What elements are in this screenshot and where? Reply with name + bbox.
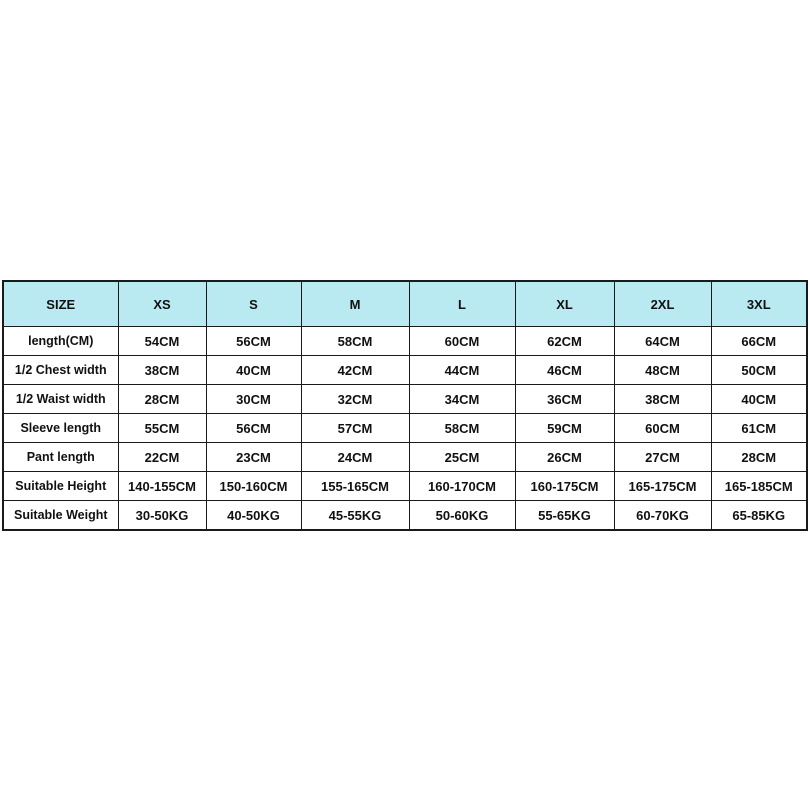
row-label: 1/2 Chest width bbox=[3, 356, 118, 385]
table-cell: 26CM bbox=[515, 443, 614, 472]
table-cell: 165-175CM bbox=[614, 472, 711, 501]
row-label: Suitable Weight bbox=[3, 501, 118, 531]
table-cell: 60CM bbox=[409, 327, 515, 356]
size-chart-header bbox=[3, 281, 807, 327]
table-row-sleeve-length bbox=[3, 414, 807, 443]
table-row-chest-width bbox=[3, 356, 807, 385]
header-size-label: SIZE bbox=[3, 281, 118, 327]
row-label: Suitable Height bbox=[3, 472, 118, 501]
table-cell: 27CM bbox=[614, 443, 711, 472]
table-cell: 140-155CM bbox=[118, 472, 206, 501]
table-cell: 60-70KG bbox=[614, 501, 711, 531]
row-label: length(CM) bbox=[3, 327, 118, 356]
row-label: Sleeve length bbox=[3, 414, 118, 443]
table-cell: 38CM bbox=[614, 385, 711, 414]
table-row-waist-width bbox=[3, 385, 807, 414]
table-cell: 30CM bbox=[206, 385, 301, 414]
table-cell: 62CM bbox=[515, 327, 614, 356]
table-cell: 38CM bbox=[118, 356, 206, 385]
table-cell: 57CM bbox=[301, 414, 409, 443]
table-cell: 58CM bbox=[409, 414, 515, 443]
row-label: Pant length bbox=[3, 443, 118, 472]
header-size-2xl: 2XL bbox=[614, 281, 711, 327]
table-cell: 40-50KG bbox=[206, 501, 301, 531]
table-cell: 65-85KG bbox=[711, 501, 807, 531]
table-cell: 40CM bbox=[206, 356, 301, 385]
table-cell: 50CM bbox=[711, 356, 807, 385]
table-row-pant-length bbox=[3, 443, 807, 472]
table-cell: 46CM bbox=[515, 356, 614, 385]
table-cell: 28CM bbox=[711, 443, 807, 472]
table-cell: 55-65KG bbox=[515, 501, 614, 531]
table-cell: 28CM bbox=[118, 385, 206, 414]
table-cell: 61CM bbox=[711, 414, 807, 443]
table-cell: 50-60KG bbox=[409, 501, 515, 531]
header-size-l: L bbox=[409, 281, 515, 327]
table-cell: 24CM bbox=[301, 443, 409, 472]
table-cell: 48CM bbox=[614, 356, 711, 385]
table-cell: 23CM bbox=[206, 443, 301, 472]
table-cell: 64CM bbox=[614, 327, 711, 356]
table-cell: 30-50KG bbox=[118, 501, 206, 531]
row-label: 1/2 Waist width bbox=[3, 385, 118, 414]
table-cell: 160-175CM bbox=[515, 472, 614, 501]
table-row-suitable-height bbox=[3, 472, 807, 501]
table-cell: 55CM bbox=[118, 414, 206, 443]
table-cell: 45-55KG bbox=[301, 501, 409, 531]
table-cell: 60CM bbox=[614, 414, 711, 443]
table-cell: 165-185CM bbox=[711, 472, 807, 501]
table-cell: 155-165CM bbox=[301, 472, 409, 501]
table-cell: 42CM bbox=[301, 356, 409, 385]
table-cell: 160-170CM bbox=[409, 472, 515, 501]
table-cell: 56CM bbox=[206, 327, 301, 356]
header-size-3xl: 3XL bbox=[711, 281, 807, 327]
table-cell: 44CM bbox=[409, 356, 515, 385]
table-cell: 34CM bbox=[409, 385, 515, 414]
table-cell: 59CM bbox=[515, 414, 614, 443]
table-cell: 56CM bbox=[206, 414, 301, 443]
table-cell: 22CM bbox=[118, 443, 206, 472]
header-size-xs: XS bbox=[118, 281, 206, 327]
table-cell: 66CM bbox=[711, 327, 807, 356]
table-cell: 40CM bbox=[711, 385, 807, 414]
header-size-m: M bbox=[301, 281, 409, 327]
size-chart-body bbox=[3, 327, 807, 531]
table-row-length bbox=[3, 327, 807, 356]
table-row-suitable-weight bbox=[3, 501, 807, 531]
table-cell: 58CM bbox=[301, 327, 409, 356]
table-cell: 32CM bbox=[301, 385, 409, 414]
header-size-xl: XL bbox=[515, 281, 614, 327]
header-size-s: S bbox=[206, 281, 301, 327]
table-cell: 36CM bbox=[515, 385, 614, 414]
table-cell: 25CM bbox=[409, 443, 515, 472]
size-chart-table bbox=[2, 280, 808, 531]
header-row bbox=[3, 281, 807, 327]
table-cell: 54CM bbox=[118, 327, 206, 356]
table-cell: 150-160CM bbox=[206, 472, 301, 501]
